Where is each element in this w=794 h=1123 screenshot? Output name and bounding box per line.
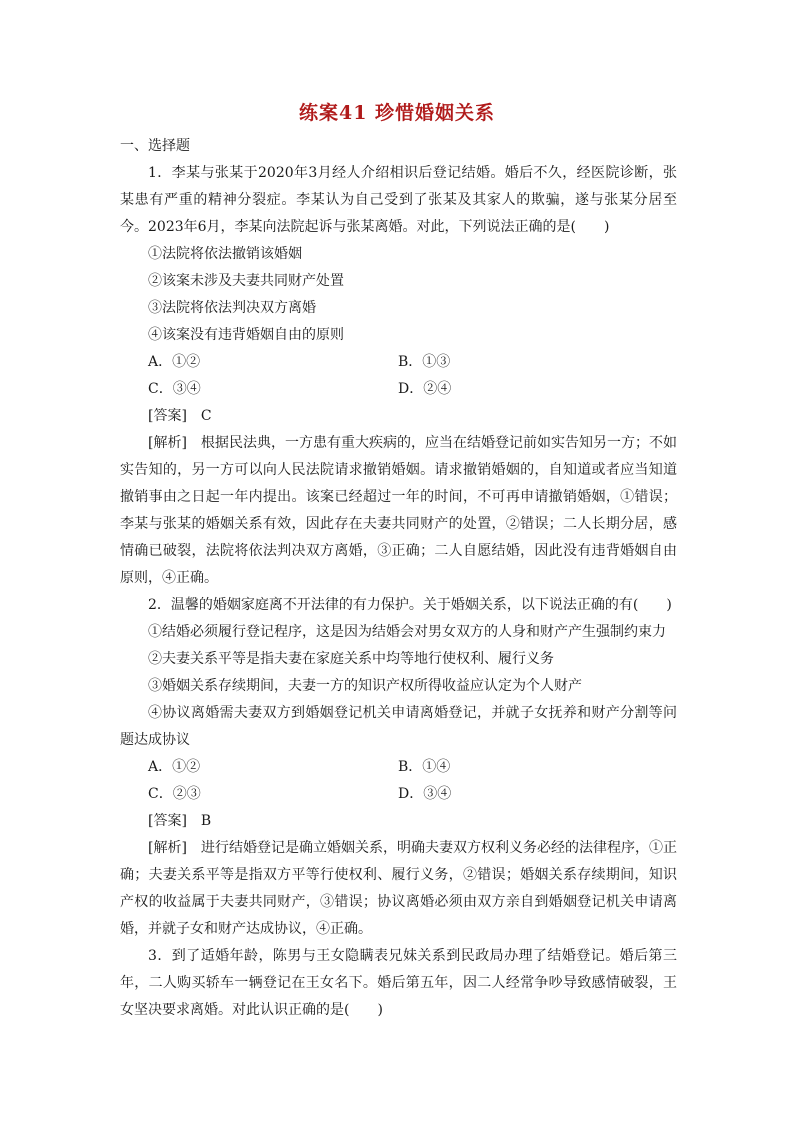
question-1-option-4: ④该案没有违背婚姻自由的原则	[148, 327, 344, 343]
question-1-choice-a: A．①②	[148, 354, 201, 370]
question-2-answer: [答案] B	[148, 813, 212, 829]
question-1-choices-row-1	[148, 349, 677, 376]
question-3-stem: 3．到了适婚年龄，陈男与王女隐瞒表兄妹关系到民政局办理了结婚登记。婚后第三年，二人购买轿车一辆登记在王女名下。婚后第五年，因二人经常争吵导致感情破裂，王女坚决要求离婚。对此认识正确的是( )	[120, 948, 677, 1018]
question-2-choice-d: D．③④	[398, 786, 452, 802]
section-heading: 一、选择题	[120, 138, 190, 154]
question-2-choice-b: B．①④	[398, 759, 451, 775]
question-2-option-3: ③婚姻关系存续期间，夫妻一方的知识产权所得收益应认定为个人财产	[148, 678, 582, 694]
question-1-choice-d: D．②④	[398, 381, 452, 397]
question-2-stem: 2．温馨的婚姻家庭离不开法律的有力保护。关于婚姻关系，以下说法正确的有( )	[148, 597, 672, 613]
question-1-stem: 1．李某与张某于2020年3月经人介绍相识后登记结婚。婚后不久，经医院诊断，张某患有严重的精神分裂症。李某认为自己受到了张某及其家人的欺骗，遂与张某分居至今。2023年6月，李某向法院起诉与张某离婚。对此，下列说法正确的是( )	[120, 165, 677, 235]
question-1-choices-row-2	[148, 376, 677, 403]
page-title: 练案41 珍惜婚姻关系	[298, 102, 496, 124]
question-1-analysis: [解析] 根据民法典，一方患有重大疾病的，应当在结婚登记前如实告知另一方；不如实告知的，另一方可以向人民法院请求撤销婚姻。请求撤销婚姻的，自知道或者应当知道撤销事由之日起一年内提出。该案已经超过一年的时间，不可再申请撤销婚姻，①错误；李某与张某的婚姻关系有效，因此存在夫妻共同财产的处置，②错误；二人长期分居，感情确已破裂，法院将依法判决双方离婚，③正确；二人自愿结婚，因此没有违背婚姻自由原则，④正确。	[120, 435, 677, 586]
question-1-option-2: ②该案未涉及夫妻共同财产处置	[148, 273, 344, 289]
question-2-option-4: ④协议离婚需夫妻双方到婚姻登记机关申请离婚登记，并就子女抚养和财产分割等问题达成协议	[120, 705, 677, 748]
question-1-option-3: ③法院将依法判决双方离婚	[148, 300, 316, 316]
question-2-option-1: ①结婚必须履行登记程序，这是因为结婚会对男女双方的人身和财产产生强制约束力	[148, 624, 666, 640]
question-1-option-1: ①法院将依法撤销该婚姻	[148, 246, 302, 262]
document-body	[120, 133, 677, 1024]
question-2-choice-a: A．①②	[148, 759, 201, 775]
question-1-answer: [答案] C	[148, 408, 212, 424]
question-2-choices-row-1	[148, 754, 677, 781]
question-1-choice-b: B．①③	[398, 354, 451, 370]
question-2-choices-row-2	[148, 781, 677, 808]
question-2-choice-c: C．②③	[148, 786, 201, 802]
question-1-choice-c: C．③④	[148, 381, 201, 397]
question-2-analysis: [解析] 进行结婚登记是确立婚姻关系，明确夫妻双方权利义务必经的法律程序，①正确；夫妻关系平等是指双方平等行使权利、履行义务，②错误；婚姻关系存续期间，知识产权的收益属于夫妻共同财产，③错误；协议离婚必须由双方亲自到婚姻登记机关申请离婚，并就子女和财产达成协议，④正确。	[120, 840, 677, 937]
question-2-option-2: ②夫妻关系平等是指夫妻在家庭关系中均等地行使权利、履行义务	[148, 651, 554, 667]
